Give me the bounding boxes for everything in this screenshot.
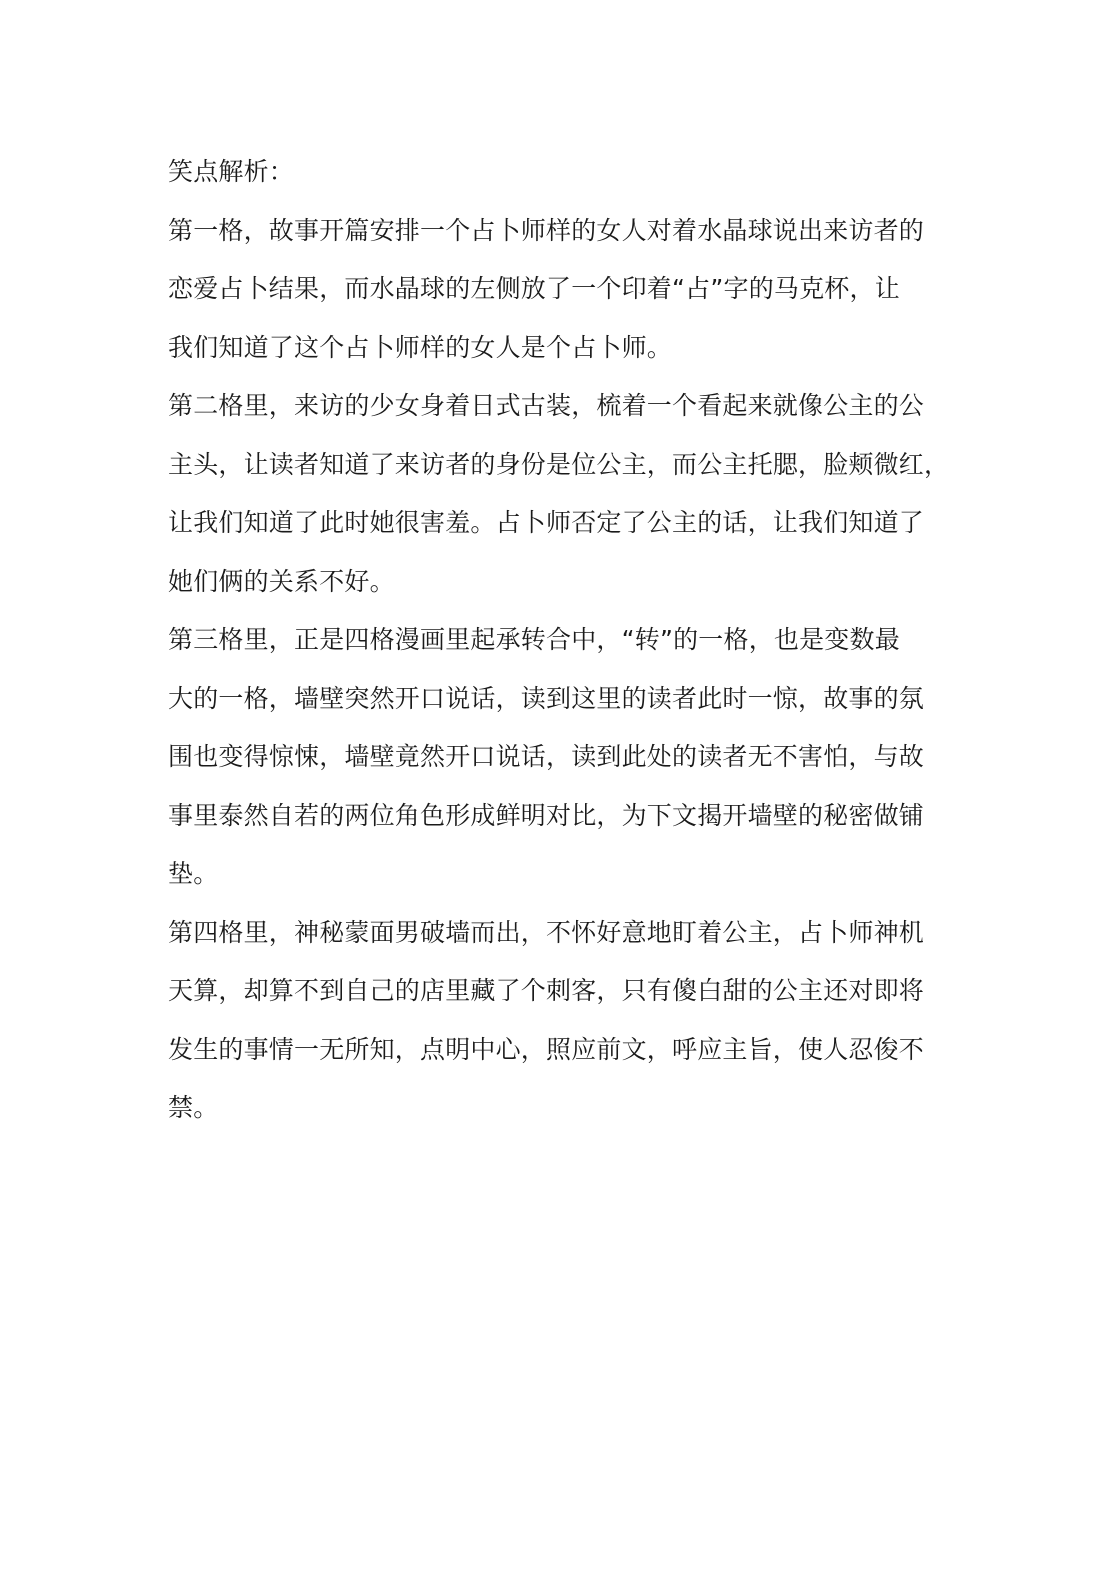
paragraph-line: 禁。 <box>168 1093 219 1122</box>
paragraph-panel-2 <box>168 377 948 611</box>
paragraph-line: 第一格，故事开篇安排一个占卜师样的女人对着水晶球说出来访者的 <box>168 215 925 245</box>
paragraph-panel-4 <box>168 904 948 1138</box>
paragraph-line: 天算，却算不到自己的店里藏了个刺客，只有傻白甜的公主还对即将 <box>168 976 925 1005</box>
paragraph-line: 发生的事情一无所知，点明中心，照应前文，呼应主旨，使人忍俊不 <box>168 1034 925 1064</box>
document-page <box>168 143 948 1138</box>
document-heading: 笑点解析： <box>168 157 295 186</box>
paragraph-line: 恋爱占卜结果，而水晶球的左侧放了一个印着“占”字的马克杯，让 <box>168 274 900 303</box>
paragraph-line: 她们俩的关系不好。 <box>168 566 395 596</box>
paragraph-line: 第二格里，来访的少女身着日式古装，梳着一个看起来就像公主的公 <box>168 391 925 420</box>
paragraph-line: 事里泰然自若的两位角色形成鲜明对比，为下文揭开墙壁的秘密做铺 <box>168 800 925 830</box>
paragraph-line: 我们知道了这个占卜师样的女人是个占卜师。 <box>168 332 673 362</box>
paragraph-line: 大的一格，墙壁突然开口说话，读到这里的读者此时一惊，故事的氛 <box>168 683 925 713</box>
paragraph-line: 垫。 <box>168 859 219 888</box>
paragraph-line: 让我们知道了此时她很害羞。占卜师否定了公主的话，让我们知道了 <box>168 508 925 537</box>
paragraph-panel-3 <box>168 611 948 904</box>
paragraph-panel-1 <box>168 202 948 378</box>
paragraph-line: 围也变得惊悚，墙壁竟然开口说话，读到此处的读者无不害怕，与故 <box>168 742 925 771</box>
paragraph-line: 第四格里，神秘蒙面男破墙而出，不怀好意地盯着公主，占卜师神机 <box>168 917 925 947</box>
paragraph-line: 第三格里，正是四格漫画里起承转合中，“转”的一格，也是变数最 <box>168 625 900 654</box>
paragraph-line: 主头，让读者知道了来访者的身份是位公主，而公主托腮，脸颊微红， <box>168 449 950 479</box>
